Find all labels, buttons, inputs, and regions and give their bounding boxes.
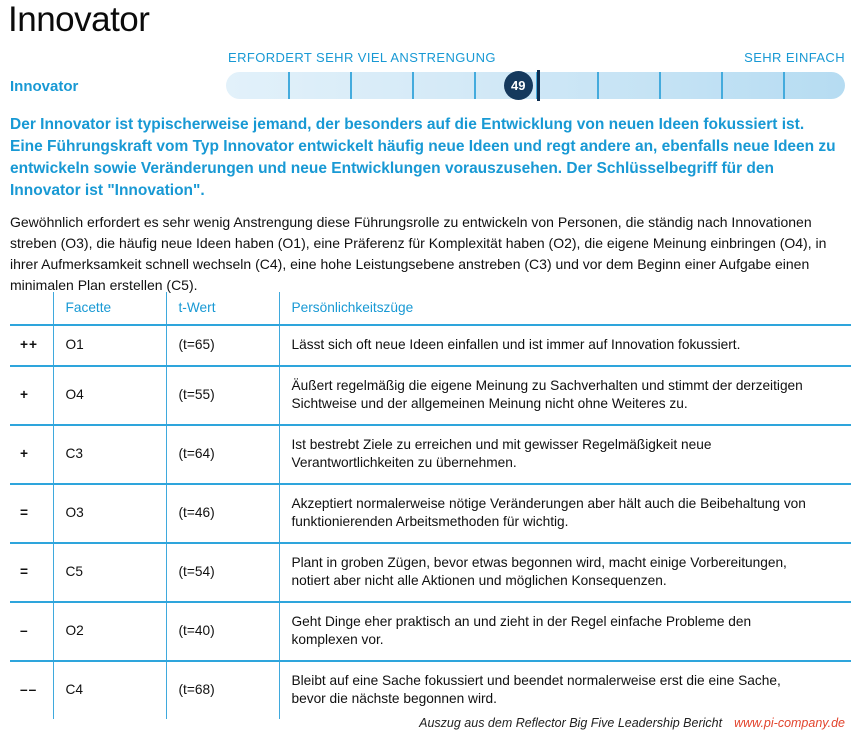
- scale-tick: [597, 72, 599, 99]
- table-header-row: [10, 292, 851, 325]
- table-row: [10, 661, 851, 719]
- cell-facet: C5: [53, 543, 166, 602]
- cell-symbol: =: [10, 484, 53, 543]
- description-paragraph: Gewöhnlich erfordert es sehr wenig Anstrengung diese Führungsrolle zu entwickeln von Personen, die ständig nach Innovationen streben (O3), die häufig neue Ideen haben (O1), eine Präferenz für Komplexität haben (O2), die eigene Meinung einbringen (O4), in ihrer Aufmerksamkeit schnell wechseln (C4), eine hohe Leistungsebene anstreben (C3) und vor dem Beginn einer Aufgabe einen minimalen Plan erstellen (C5).: [10, 214, 827, 293]
- cell-facet: O4: [53, 366, 166, 425]
- cell-t-value: (t=46): [166, 484, 279, 543]
- cell-symbol: =: [10, 543, 53, 602]
- table-row: [10, 425, 851, 484]
- scale-right-label: SEHR EINFACH: [744, 50, 845, 65]
- cell-trait: Ist bestrebt Ziele zu erreichen und mit gewisser Regelmäßigkeit neue Verantwortlichkeiten zu übernehmen.: [291, 436, 712, 470]
- cell-symbol: ––: [10, 661, 53, 719]
- scale-tick: [350, 72, 352, 99]
- header-t-value: t-Wert: [166, 292, 279, 325]
- intro-paragraph: Der Innovator ist typischerweise jemand, der besonders auf die Entwicklung von neuen Ideen fokussiert ist. Eine Führungskraft vom Typ Innovator entwickelt häufig neue Ideen und regt andere an, ebenfalls neue Ideen zu entwickeln sowie Veränderungen und neue Entwicklungen vorauszusehen. Der Schlüsselbegriff für den Innovator ist "Innovation".: [10, 116, 836, 199]
- cell-trait: Bleibt auf eine Sache fokussiert und beendet normalerweise erst die eine Sache, bevor die nächste begonnen wird.: [291, 672, 781, 706]
- cell-trait: Äußert regelmäßig die eigene Meinung zu Sachverhalten und stimmt der derzeitigen Sichtweise und der allgemeinen Meinung nicht ohne Weiteres zu.: [291, 377, 803, 411]
- scale-tick: [474, 72, 476, 99]
- cell-trait: Lässt sich oft neue Ideen einfallen und ist immer auf Innovation fokussiert.: [291, 337, 741, 352]
- cell-trait: Geht Dinge eher praktisch an und zieht in der Regel einfache Probleme den komplexen vor.: [291, 613, 752, 647]
- scale-bar: [226, 72, 845, 99]
- footer-source-text: Auszug aus dem Reflector Big Five Leadership Bericht: [419, 716, 723, 730]
- cell-t-value: (t=65): [166, 325, 279, 366]
- cell-t-value: (t=55): [166, 366, 279, 425]
- score-marker: 49: [504, 71, 533, 100]
- cell-symbol: –: [10, 602, 53, 661]
- cell-facet: C4: [53, 661, 166, 719]
- cell-facet: C3: [53, 425, 166, 484]
- cell-facet: O3: [53, 484, 166, 543]
- facet-table: [10, 292, 851, 719]
- table-row: [10, 602, 851, 661]
- cell-t-value: (t=40): [166, 602, 279, 661]
- scale-left-label: ERFORDERT SEHR VIEL ANSTRENGUNG: [228, 50, 496, 65]
- table-row: [10, 325, 851, 366]
- cell-trait: Akzeptiert normalerweise nötige Veränderungen aber hält auch die Beibehaltung von funktionierenden Arbeitsmethoden für wichtig.: [291, 495, 806, 529]
- scale-midline: [537, 70, 540, 101]
- scale-tick: [412, 72, 414, 99]
- cell-t-value: (t=68): [166, 661, 279, 719]
- cell-t-value: (t=54): [166, 543, 279, 602]
- table-row: [10, 366, 851, 425]
- cell-facet: O2: [53, 602, 166, 661]
- table-row: [10, 543, 851, 602]
- cell-symbol: ++: [10, 325, 53, 366]
- page-title: Innovator: [8, 0, 150, 39]
- footer-website-link[interactable]: www.pi-company.de: [734, 716, 845, 730]
- table-row: [10, 484, 851, 543]
- footer: [419, 716, 845, 730]
- scale-tick: [783, 72, 785, 99]
- cell-symbol: +: [10, 366, 53, 425]
- cell-symbol: +: [10, 425, 53, 484]
- header-symbol: [10, 292, 53, 325]
- scale-tick: [721, 72, 723, 99]
- header-facet: Facette: [53, 292, 166, 325]
- cell-trait: Plant in groben Zügen, bevor etwas begonnen wird, macht einige Vorbereitungen, notiert aber nicht alle Aktionen und möglichen Konsequenzen.: [291, 554, 787, 588]
- scale-tick: [659, 72, 661, 99]
- cell-facet: O1: [53, 325, 166, 366]
- scale-tick: [288, 72, 290, 99]
- scale-row-label: Innovator: [10, 78, 79, 95]
- header-traits: Persönlichkeitszüge: [291, 300, 414, 315]
- cell-t-value: (t=64): [166, 425, 279, 484]
